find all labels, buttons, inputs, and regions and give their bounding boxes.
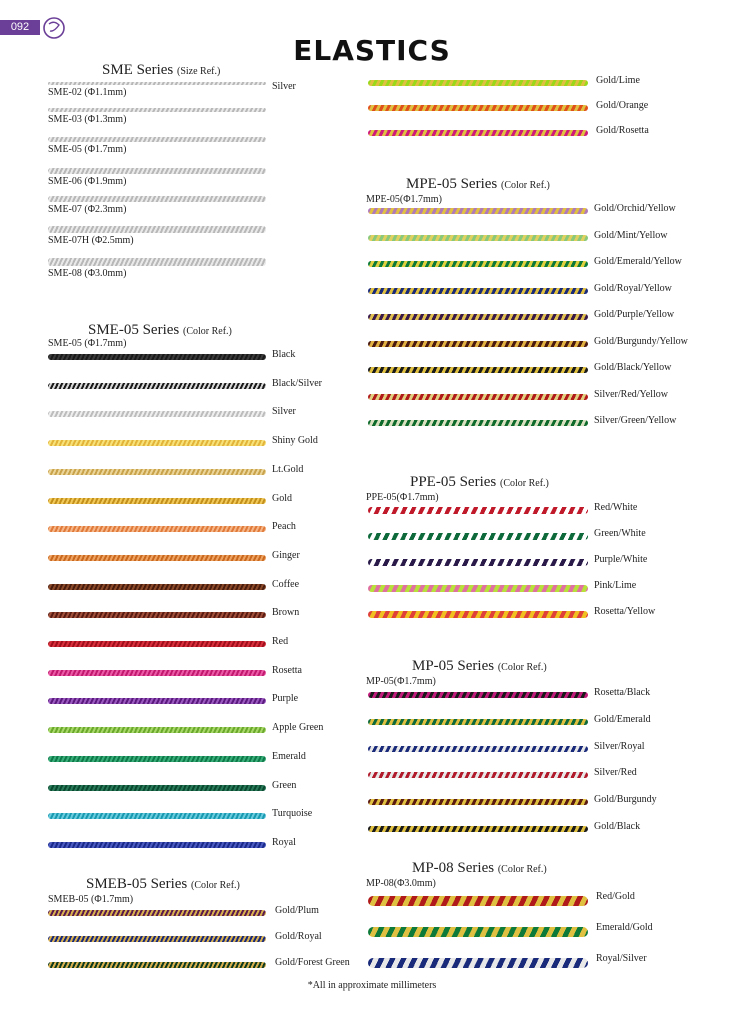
mpe05-label: Gold/Black/Yellow: [594, 362, 672, 373]
sme05-cord: [48, 469, 266, 475]
mpe05-cord: [368, 261, 588, 267]
mp08-label: Red/Gold: [596, 891, 635, 902]
sme05-label: Turquoise: [272, 808, 313, 820]
mpe05-cord: [368, 235, 588, 241]
sme05-cord: [48, 727, 266, 733]
sme-color-label: Silver: [272, 81, 296, 92]
sme05-label: Gold: [272, 492, 292, 504]
mp05-cord: [368, 772, 588, 778]
mp08-cord: [368, 958, 588, 968]
smeb05-cord: [48, 936, 266, 942]
ppe05-cord: [368, 611, 588, 618]
smeb05-label: Gold/Plum: [275, 905, 319, 916]
mp08-cord: [368, 896, 588, 906]
gold-trio-label: Gold/Rosetta: [596, 125, 649, 136]
mp05-cord: [368, 826, 588, 832]
sme-size-label: SME-07 (Φ2.3mm): [48, 204, 127, 215]
sme05-label: Royal: [272, 836, 296, 848]
mpe05-cord: [368, 341, 588, 347]
sme05-cord: [48, 756, 266, 762]
ppe05-cord: [368, 533, 588, 540]
sme05-cord: [48, 785, 266, 791]
sme05-cord: [48, 383, 266, 389]
smeb05-label: Gold/Forest Green: [275, 957, 350, 968]
sme-size-label: SME-07H (Φ2.5mm): [48, 235, 134, 246]
mpe05-cord: [368, 367, 588, 373]
mpe05-label: Gold/Burgundy/Yellow: [594, 335, 688, 347]
mpe05-cord: [368, 208, 588, 214]
mpe05-label: Gold/Emerald/Yellow: [594, 256, 682, 267]
ppe05-cord: [368, 585, 588, 592]
mp05-cord: [368, 719, 588, 725]
sme05-label: Apple Green: [272, 722, 324, 734]
mp08-series-title: MP-08 Series (Color Ref.): [412, 860, 547, 876]
smeb05-cord: [48, 962, 266, 968]
sme05-label: Rosetta: [272, 664, 302, 676]
sme05-cord: [48, 813, 266, 819]
ppe05-cord: [368, 507, 588, 514]
sme05-label: Black/Silver: [272, 377, 322, 389]
mp05-label: Silver/Red: [594, 767, 637, 779]
mp08-cord: [368, 927, 588, 937]
smeb05-series-title: SMEB-05 Series (Color Ref.): [86, 876, 240, 892]
sme05-label: Black: [272, 349, 296, 360]
page-title: ELASTICS: [293, 34, 451, 67]
sme-size-cord: [48, 226, 266, 233]
sme05-cord: [48, 555, 266, 561]
ppe05-label: Pink/Lime: [594, 580, 637, 591]
mp05-cord: [368, 746, 588, 752]
ppe05-cord: [368, 559, 588, 566]
sme-size-label: SME-06 (Φ1.9mm): [48, 176, 127, 187]
gold-trio-label: Gold/Orange: [596, 100, 649, 111]
sme-size-cord: [48, 168, 266, 174]
sme05-label: Red: [272, 636, 289, 647]
sme05-label: Purple: [272, 693, 299, 705]
mp05-cord: [368, 692, 588, 698]
sme-size-cord: [48, 108, 266, 112]
page-number-tab: 092: [0, 20, 40, 35]
gold-trio-label: Gold/Lime: [596, 75, 640, 86]
mpe05-size-label: MPE-05(Φ1.7mm): [366, 194, 442, 205]
ppe05-series-title: PPE-05 Series (Color Ref.): [410, 474, 549, 490]
sme05-label: Silver: [272, 406, 296, 418]
mpe05-label: Silver/Red/Yellow: [594, 388, 668, 400]
sme-series-title: SME Series (Size Ref.): [102, 62, 221, 78]
sme05-cord: [48, 526, 266, 532]
sme05-label: Shiny Gold: [272, 435, 318, 447]
ppe05-size-label: PPE-05(Φ1.7mm): [366, 492, 439, 503]
sme05-cord: [48, 842, 266, 848]
sme05-cord: [48, 670, 266, 676]
mp05-size-label: MP-05(Φ1.7mm): [366, 676, 436, 687]
mpe05-label: Gold/Royal/Yellow: [594, 282, 672, 294]
mpe05-cord: [368, 420, 588, 426]
sme05-label: Green: [272, 779, 297, 791]
gold-trio-cord: [368, 130, 588, 136]
ppe05-label: Red/White: [594, 502, 638, 513]
sme-size-label: SME-05 (Φ1.7mm): [48, 144, 127, 155]
mp08-size-label: MP-08(Φ3.0mm): [366, 878, 436, 889]
ppe05-label: Green/White: [594, 528, 646, 539]
ppe05-label: Purple/White: [594, 554, 648, 565]
sme-size-cord: [48, 137, 266, 142]
sme05-label: Ginger: [272, 549, 300, 561]
smeb05-cord: [48, 910, 266, 916]
mp08-label: Royal/Silver: [596, 953, 647, 964]
mpe05-label: Gold/Mint/Yellow: [594, 229, 668, 241]
gold-trio-cord: [368, 105, 588, 111]
mpe05-label: Gold/Orchid/Yellow: [594, 203, 676, 214]
sme-size-label: SME-03 (Φ1.3mm): [48, 114, 127, 125]
mpe05-cord: [368, 394, 588, 400]
sme05-cord: [48, 440, 266, 446]
sme05-cord: [48, 641, 266, 647]
sme05-label: Emerald: [272, 750, 306, 762]
mpe05-label: Gold/Purple/Yellow: [594, 309, 675, 320]
sme05-cord: [48, 411, 266, 417]
sme-size-cord: [48, 196, 266, 202]
sme05-cord: [48, 612, 266, 618]
sme05-cord: [48, 698, 266, 704]
sme05-label: Lt.Gold: [272, 463, 304, 475]
mpe05-label: Silver/Green/Yellow: [594, 415, 677, 426]
footnote: *All in approximate millimeters: [307, 980, 437, 991]
sme05-cord: [48, 354, 266, 360]
smeb05-size-label: SMEB-05 (Φ1.7mm): [48, 894, 134, 905]
mp05-series-title: MP-05 Series (Color Ref.): [412, 658, 547, 674]
sme-size-label: SME-08 (Φ3.0mm): [48, 268, 127, 279]
mp05-label: Gold/Burgundy: [594, 794, 657, 806]
sme-size-cord: [48, 258, 266, 266]
mp05-cord: [368, 799, 588, 805]
sme-size-label: SME-02 (Φ1.1mm): [48, 87, 127, 98]
mp08-label: Emerald/Gold: [596, 922, 653, 933]
smeb05-label: Gold/Royal: [275, 931, 322, 942]
sme05-label: Peach: [272, 521, 296, 533]
sme05-size-label: SME-05 (Φ1.7mm): [48, 338, 127, 349]
sme05-cord: [48, 584, 266, 590]
gold-trio-cord: [368, 80, 588, 86]
mp05-label: Rosetta/Black: [594, 687, 651, 698]
mp05-label: Gold/Emerald: [594, 713, 651, 725]
mp05-label: Gold/Black: [594, 821, 641, 832]
sme-size-cord: [48, 82, 266, 85]
ppe05-label: Rosetta/Yellow: [594, 606, 656, 617]
mp05-label: Silver/Royal: [594, 740, 645, 752]
sme05-cord: [48, 498, 266, 504]
sme05-series-title: SME-05 Series (Color Ref.): [88, 322, 232, 338]
sme05-label: Coffee: [272, 578, 300, 590]
mpe05-series-title: MPE-05 Series (Color Ref.): [406, 176, 550, 192]
sme05-label: Brown: [272, 607, 300, 619]
mpe05-cord: [368, 314, 588, 320]
mpe05-cord: [368, 288, 588, 294]
